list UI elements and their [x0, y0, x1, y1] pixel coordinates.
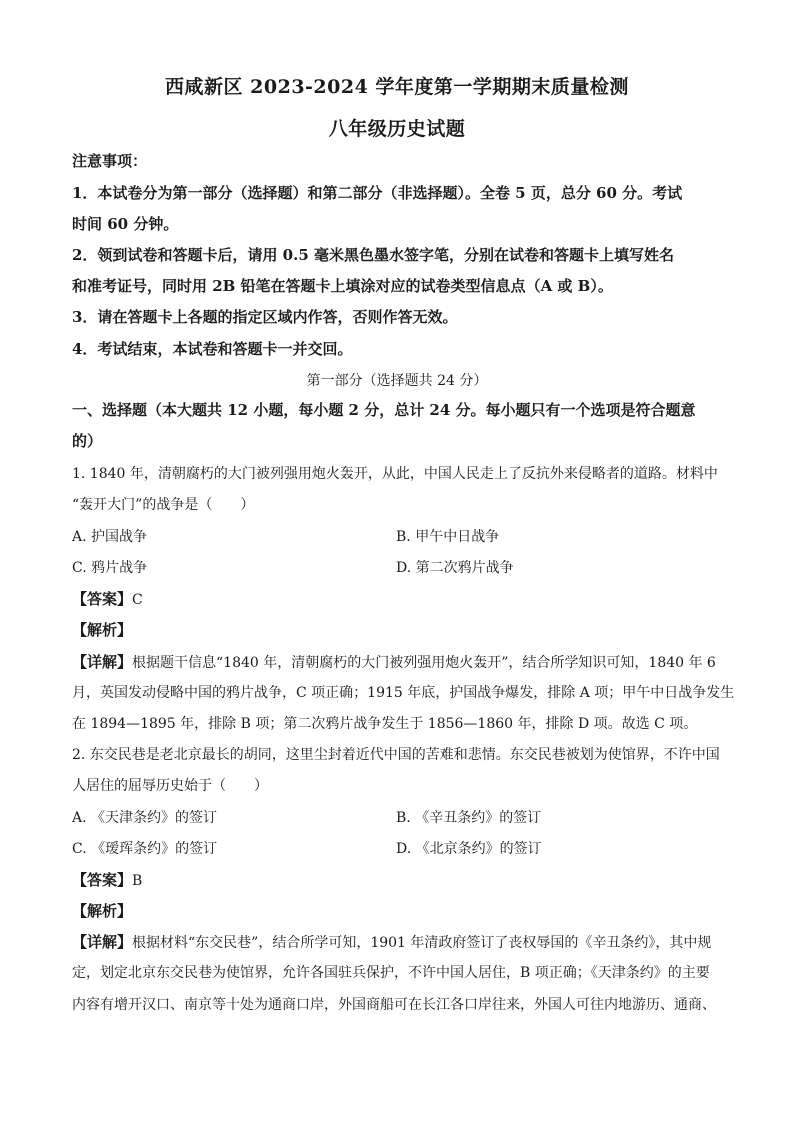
- q2-option-d: D. 《北京条约》的签订: [396, 841, 542, 857]
- q2-detail-line-2: 定，划定北京东交民巷为使馆界，允许各国驻兵保护，不许中国人居住，B 项正确；《天津条约》的主要: [72, 965, 710, 981]
- notice-item-1-line-2: 时间 60 分钟。: [72, 215, 179, 233]
- section1-heading-line-1: 一、选择题（本大题共 12 小题，每小题 2 分，总计 24 分。每小题只有一个选项是符合题意: [72, 401, 696, 419]
- q2-answer-tag: 【答案】: [72, 871, 133, 889]
- q1-stem-line-2: “轰开大门”的战争是（ ）: [72, 497, 255, 513]
- q1-analysis-tag: 【解析】: [72, 621, 133, 639]
- exam-title: 西咸新区 2023-2024 学年度第一学期期末质量检测: [165, 76, 629, 98]
- q2-analysis-tag: 【解析】: [72, 902, 133, 920]
- q2-stem-line-2: 人居住的屈辱历史始于（ ）: [72, 778, 268, 794]
- q1-option-b: B. 甲午中日战争: [396, 529, 500, 545]
- q1-answer: [72, 588, 143, 609]
- q1-option-c: C. 鸦片战争: [72, 560, 148, 576]
- q1-answer-tag: 【答案】: [72, 590, 133, 608]
- q1-answer-value: C: [132, 592, 143, 608]
- notice-item-4: 4．考试结束，本试卷和答题卡一并交回。: [72, 340, 353, 358]
- q2-option-b: B. 《辛丑条约》的签订: [396, 810, 542, 826]
- q1-detail-tag: 【详解】: [72, 653, 133, 671]
- q2-answer: [72, 869, 142, 890]
- q2-answer-value: B: [132, 873, 143, 889]
- q2-detail-line-3: 内容有增开汉口、南京等十处为通商口岸，外国商船可在长江各口岸往来，外国人可往内地游历、通商、: [72, 997, 716, 1013]
- q1-option-d: D. 第二次鸦片战争: [396, 560, 514, 576]
- q1-stem-line-1: 1. 1840 年，清朝腐朽的大门被列强用炮火轰开，从此，中国人民走上了反抗外来侵略者的道路。材料中: [72, 466, 718, 482]
- notice-item-1-line-1: 1．本试卷分为第一部分（选择题）和第二部分（非选择题）。全卷 5 页，总分 60 分。考试: [72, 184, 683, 202]
- q2-stem-line-1: 2. 东交民巷是老北京最长的胡同，这里尘封着近代中国的苦难和悲情。东交民巷被划为使馆界，不许中国: [72, 747, 720, 763]
- section1-heading-line-2: 的）: [72, 432, 103, 450]
- q1-detail-text-1: 根据题干信息“1840 年，清朝腐朽的大门被列强用炮火轰开”，结合所学知识可知，1840 年 6: [132, 655, 716, 671]
- q2-detail-tag: 【详解】: [72, 933, 133, 951]
- q2-detail-line-1: [72, 931, 711, 952]
- q1-detail-line-2: 月，英国发动侵略中国的鸦片战争，C 项正确；1915 年底，护国战争爆发，排除 A 项；甲午中日战争发生: [72, 685, 735, 701]
- notice-item-2-line-2: 和准考证号，同时用 2B 铅笔在答题卡上填涂对应的试卷类型信息点（A 或 B）。: [72, 277, 613, 295]
- exam-subtitle: 八年级历史试题: [328, 118, 466, 140]
- notice-item-2-line-1: 2．领到试卷和答题卡后，请用 0.5 毫米黑色墨水签字笔，分别在试卷和答题卡上填写姓名: [72, 246, 674, 264]
- q2-option-c: C. 《瑷珲条约》的签订: [72, 841, 218, 857]
- notice-item-3: 3．请在答题卡上各题的指定区域内作答，否则作答无效。: [72, 308, 458, 326]
- q1-detail-line-3: 在 1894—1895 年，排除 B 项；第二次鸦片战争发生于 1856—1860 年，排除 D 项。故选 C 项。: [72, 716, 698, 732]
- q1-detail-line-1: [72, 651, 716, 672]
- q1-option-a: A. 护国战争: [72, 529, 148, 545]
- q2-detail-text-1: 根据材料“东交民巷”，结合所学可知，1901 年清政府签订了丧权辱国的《辛丑条约》，其中规: [132, 935, 712, 951]
- notice-heading: 注意事项：: [72, 152, 148, 170]
- q2-option-a: A. 《天津条约》的签订: [72, 810, 218, 826]
- part1-title: 第一部分（选择题共 24 分）: [306, 373, 488, 389]
